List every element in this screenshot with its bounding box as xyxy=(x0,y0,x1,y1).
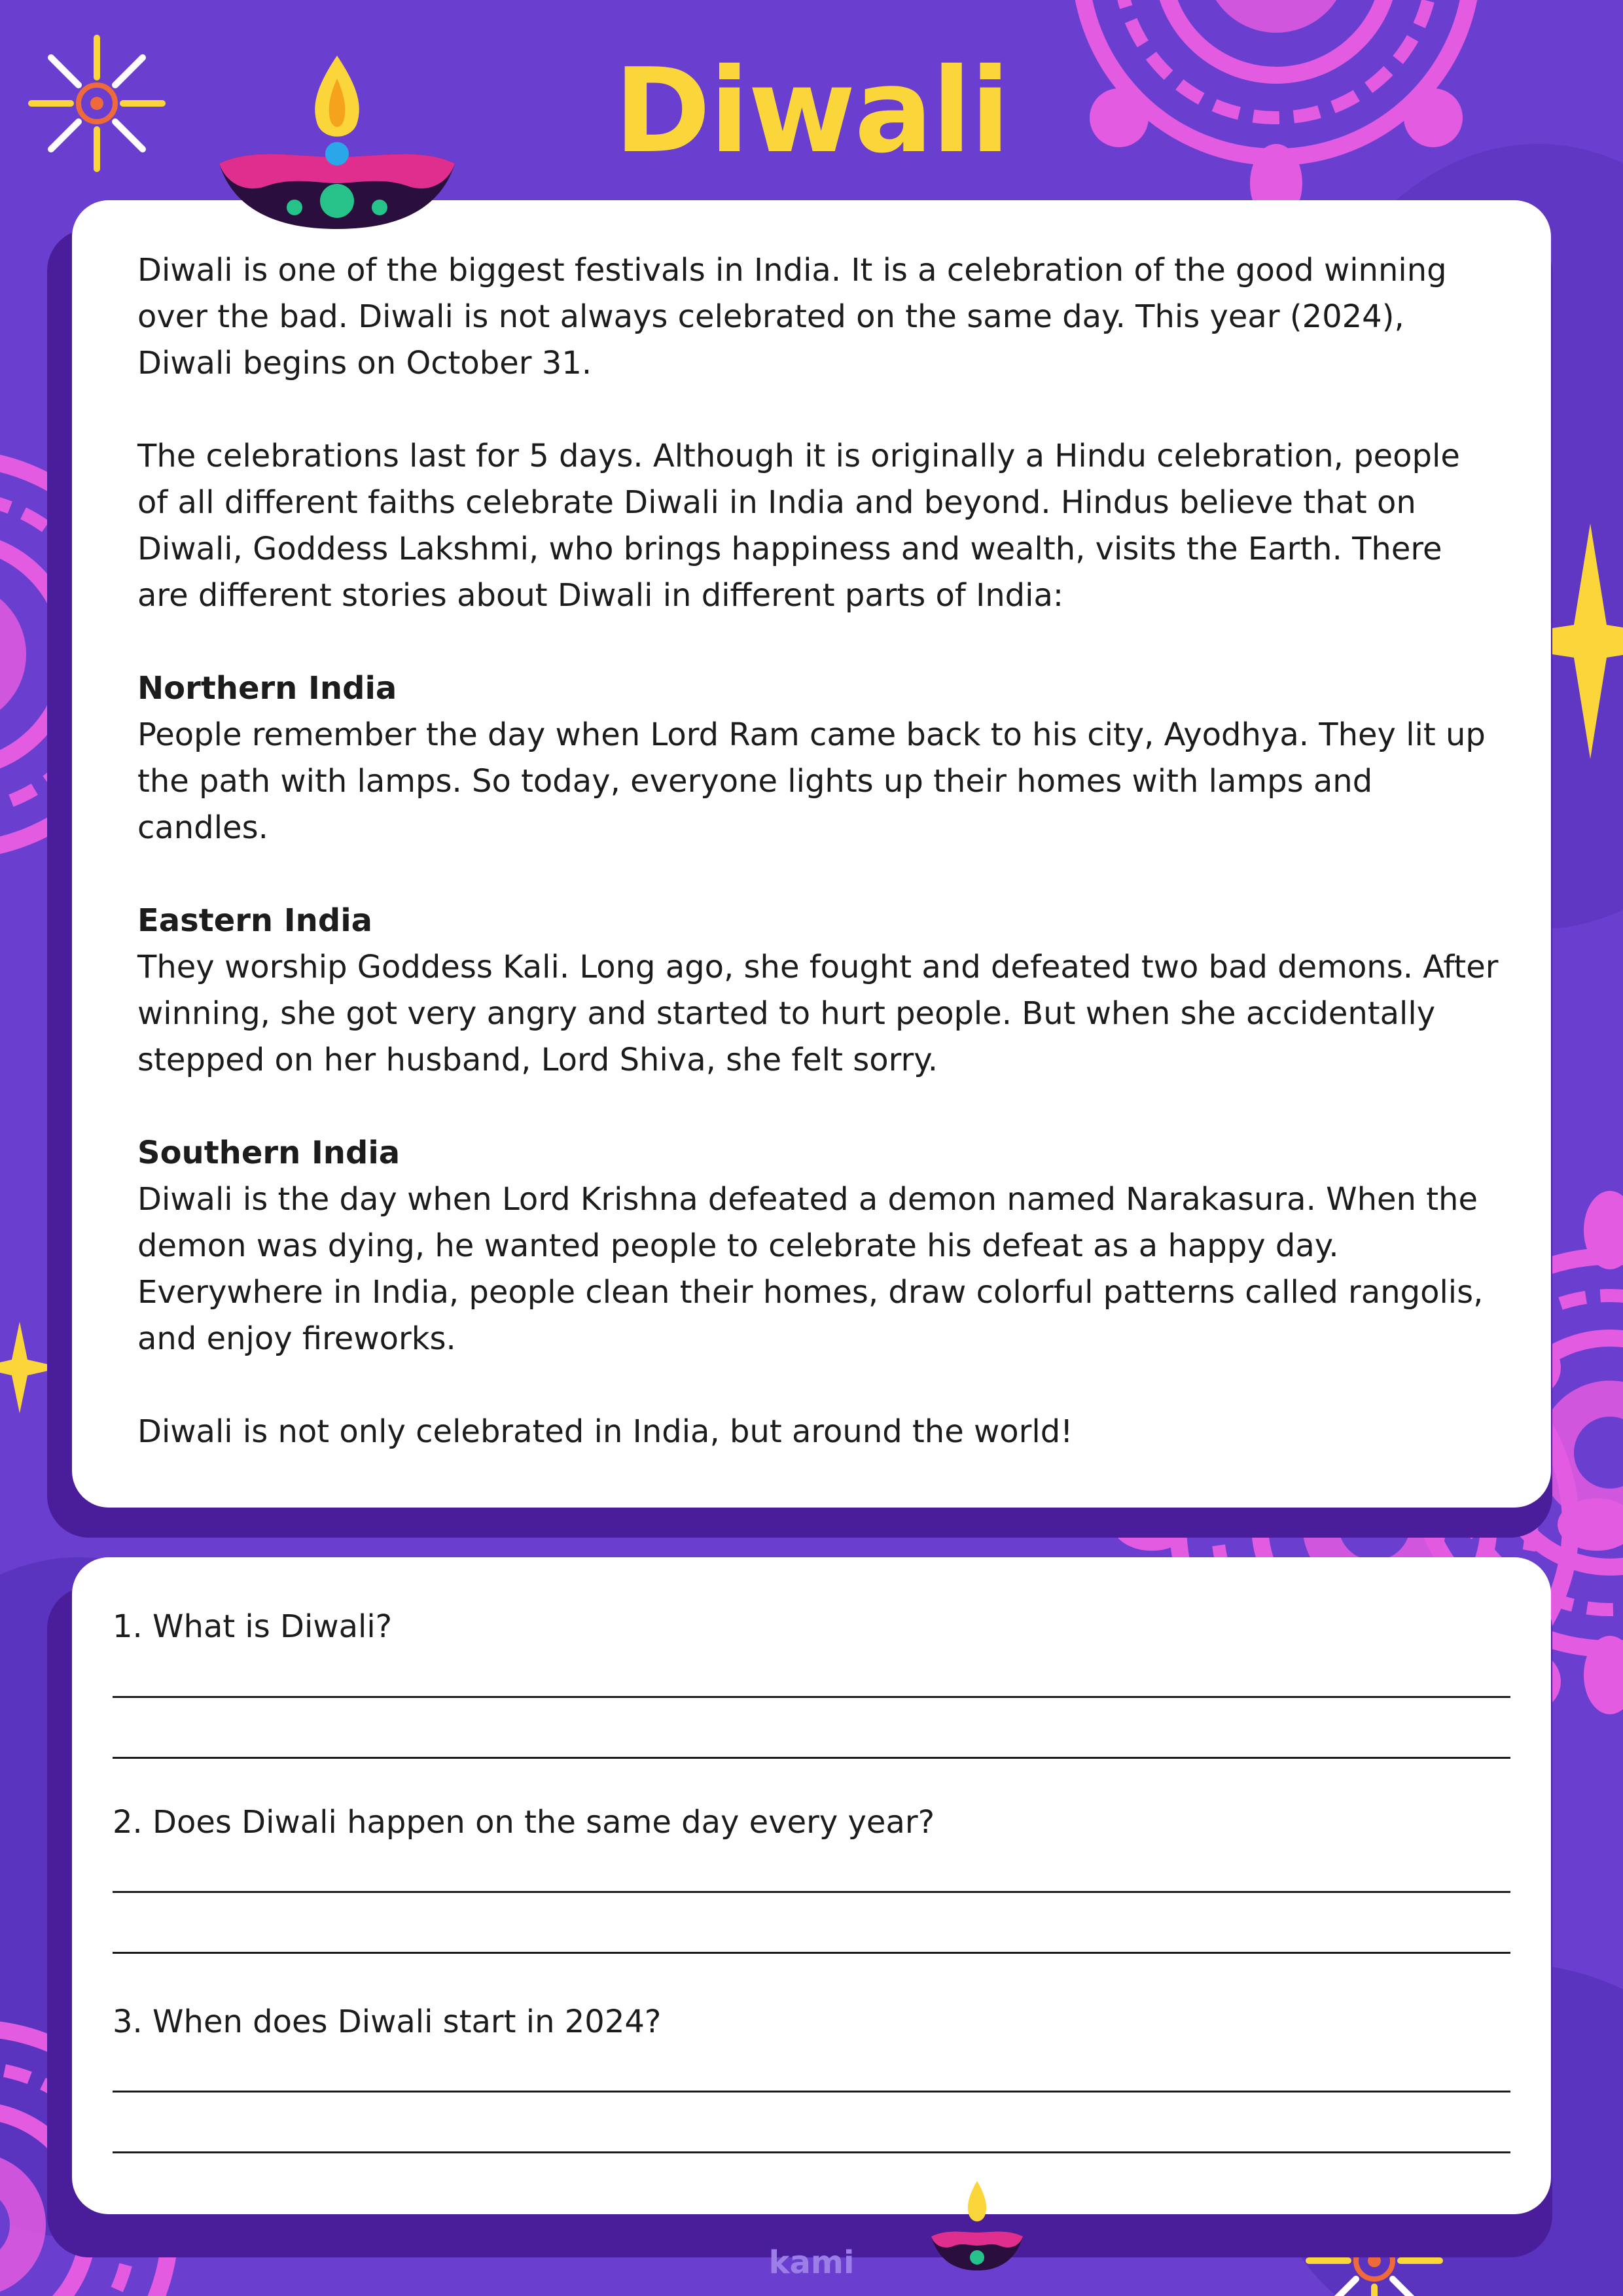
closing-paragraph: Diwali is not only celebrated in India, but around the world! xyxy=(137,1413,1073,1450)
answer-line[interactable] xyxy=(113,1952,1510,1954)
answer-line[interactable] xyxy=(113,2091,1510,2093)
eastern-india-text: They worship Goddess Kali. Long ago, she fought and defeated two bad demons. After winning, she got very angry and started to hurt people. But when she accidentally stepped on her husband, Lord Shiva, she felt sorry. xyxy=(137,949,1499,1078)
southern-india-heading: Southern India xyxy=(137,1135,401,1171)
answer-line[interactable] xyxy=(113,1696,1510,1698)
questions-card xyxy=(72,1557,1551,2214)
answer-line[interactable] xyxy=(113,2151,1510,2153)
question-3: 3. When does Diwali start in 2024? xyxy=(113,2004,662,2040)
page-title: Diwali xyxy=(614,43,1009,179)
kami-logo: kami xyxy=(768,2244,855,2281)
background-paragraph: The celebrations last for 5 days. Although it is originally a Hindu celebration, people of all different faiths celebrate Diwali in India and beyond. Hindus believe that on Diwali, Goddess Lakshmi, who brings happiness and wealth, visits the Earth. There are different stories about Diwali in different parts of India: xyxy=(137,438,1460,614)
answer-line[interactable] xyxy=(113,1891,1510,1893)
northern-india-text: People remember the day when Lord Ram came back to his city, Ayodhya. They lit up the path with lamps. So today, everyone lights up their homes with lamps and candles. xyxy=(137,716,1486,846)
diya-lamp-icon xyxy=(928,2178,1026,2276)
eastern-india-heading: Eastern India xyxy=(137,902,373,939)
diya-lamp-icon xyxy=(213,49,461,239)
northern-india-section xyxy=(137,665,1499,851)
southern-india-text: Diwali is the day when Lord Krishna defeated a demon named Narakasura. When the demon was dying, he wanted people to celebrate his defeat as a happy day. Everywhere in India, people clean their homes, draw colorful patterns called rangolis, and enjoy fireworks. xyxy=(137,1181,1484,1357)
reading-passage xyxy=(137,247,1499,1455)
answer-line[interactable] xyxy=(113,1757,1510,1759)
eastern-india-section xyxy=(137,898,1499,1084)
question-2: 2. Does Diwali happen on the same day every year? xyxy=(113,1804,935,1841)
question-1: 1. What is Diwali? xyxy=(113,1608,393,1645)
intro-paragraph: Diwali is one of the biggest festivals in India. It is a celebration of the good winning over the bad. Diwali is not always celebrated on the same day. This year (2024), Diwali begins on October 31. xyxy=(137,252,1447,381)
southern-india-section xyxy=(137,1130,1499,1362)
northern-india-heading: Northern India xyxy=(137,670,397,707)
